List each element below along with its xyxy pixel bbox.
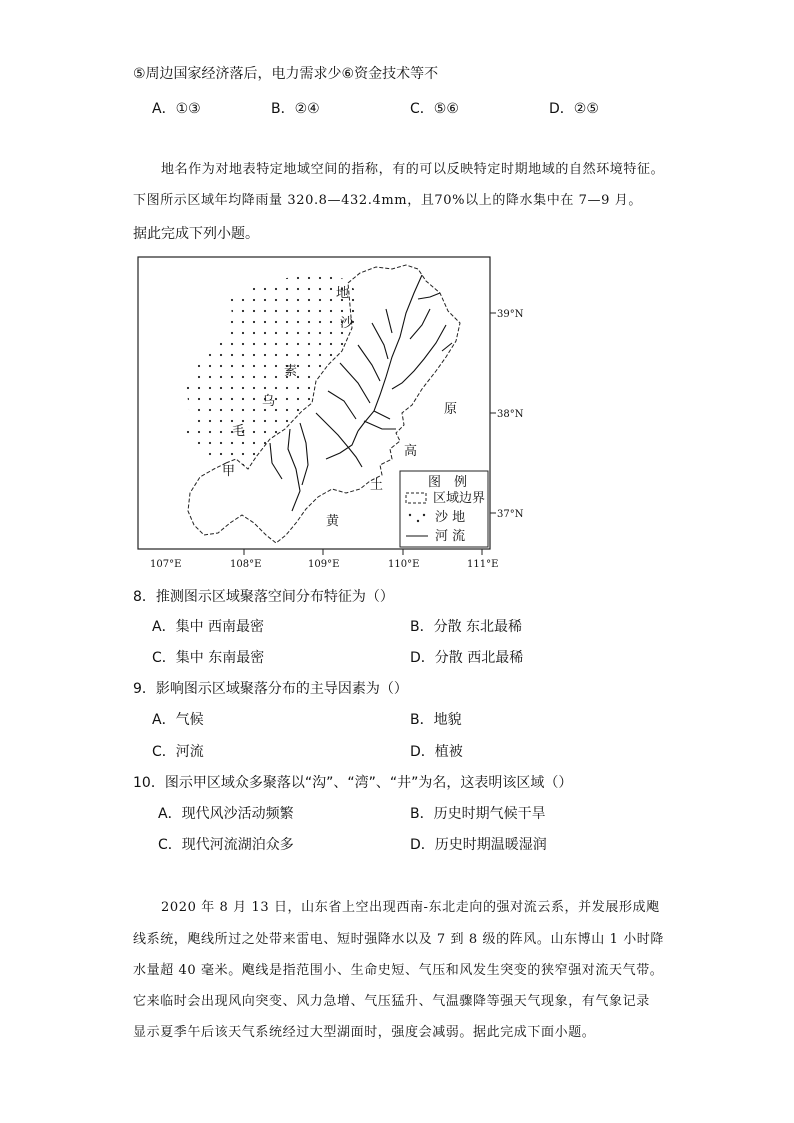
passage1-line2: 下图所示区域年均降雨量 320.8—432.4mm，且70%以上的降水集中在 7—9 月。	[133, 193, 642, 208]
q9-option-a[interactable]: A．气候	[152, 712, 204, 728]
label-huang: 黄	[326, 514, 340, 529]
passage2-line2: 线系统，飑线所过之处带来雷电、短时强降水以及 7 到 8 级的阵风。山东博山 1 小时降	[133, 932, 665, 947]
lon-111: 111°E	[467, 559, 499, 570]
option-letter: C．	[410, 101, 434, 117]
q8-option-b[interactable]: B．分散 东北最稀	[410, 619, 523, 635]
q8-option-d[interactable]: D．分散 西北最稀	[410, 650, 524, 666]
legend-title: 图 例	[428, 475, 468, 490]
q8-option-c[interactable]: C．集中 东南最密	[152, 650, 265, 666]
label-jia: 甲	[222, 464, 236, 479]
lon-107: 107°E	[150, 559, 182, 570]
option-text: ②④	[294, 101, 320, 117]
option-text: ⑤⑥	[433, 101, 459, 117]
label-di: 地	[336, 286, 350, 301]
question-8-stem: 8．推测图示区域聚落空间分布特征为（）	[133, 589, 394, 605]
legend-sand-label: 沙 地	[435, 510, 466, 525]
lat-39: 39°N	[497, 309, 524, 320]
passage2-line4: 它来临时会出现风向突变、风力急增、气压猛升、气温骤降等强天气现象，有气象记录	[133, 994, 650, 1009]
q8-option-a[interactable]: A．集中 西南最密	[152, 619, 265, 635]
label-sha: 沙	[340, 316, 354, 331]
lat-37: 37°N	[497, 509, 524, 520]
question-9-stem: 9．影响图示区域聚落分布的主导因素为（）	[133, 681, 408, 697]
prev-option-c[interactable]	[410, 99, 459, 119]
region-map	[130, 253, 524, 573]
q10-option-b[interactable]: B．历史时期气候干旱	[410, 806, 546, 822]
option-letter: A．	[152, 101, 176, 117]
map-legend	[400, 471, 488, 547]
option-text: ②⑤	[573, 101, 599, 117]
label-su: 素	[284, 364, 298, 379]
lon-109: 109°E	[308, 559, 340, 570]
prev-option-b[interactable]	[271, 99, 320, 119]
option-letter: B．	[271, 101, 295, 117]
lon-108: 108°E	[230, 559, 262, 570]
q10-option-a[interactable]: A．现代风沙活动频繁	[158, 806, 294, 822]
lon-110: 110°E	[388, 559, 420, 570]
passage1-line3: 据此完成下列小题。	[133, 226, 259, 242]
label-wu: 乌	[262, 394, 276, 409]
passage1-line1: 地名作为对地表特定地域空间的指称，有的可以反映特定时期地域的自然环境特征。	[161, 162, 665, 177]
label-yuan: 原	[444, 402, 458, 417]
passage2-line3: 水量超 40 毫米。飑线是指范围小、生命史短、气压和风发生突变的狭窄强对流天气带。	[133, 963, 664, 978]
label-gao: 高	[404, 444, 418, 459]
passage2-line5: 显示夏季午后该天气系统经过大型湖面时，强度会减弱。据此完成下面小题。	[133, 1025, 596, 1040]
latitude-ticks	[490, 309, 524, 520]
option-letter: D．	[549, 101, 574, 117]
question-10-stem: 10．图示甲区域众多聚落以“沟”、“湾”、“井”为名，这表明该区域（）	[133, 775, 573, 791]
prev-option-d[interactable]	[549, 99, 599, 119]
legend-river-label: 河 流	[435, 529, 466, 544]
label-tu: 土	[370, 478, 384, 493]
longitude-ticks	[150, 549, 498, 570]
q9-option-c[interactable]: C．河流	[152, 744, 204, 760]
q10-option-d[interactable]: D．历史时期温暖湿润	[410, 837, 547, 853]
prev-question-line: ⑤周边国家经济落后，电力需求少⑥资金技术等不	[133, 66, 439, 82]
q10-option-c[interactable]: C．现代河流湖泊众多	[158, 837, 294, 853]
passage2-line1: 2020 年 8 月 13 日，山东省上空出现西南-东北走向的强对流云系，并发展形成飑	[161, 900, 660, 915]
label-mao: 毛	[232, 424, 246, 439]
prev-option-a[interactable]	[152, 99, 201, 119]
q9-option-d[interactable]: D．植被	[410, 744, 463, 760]
legend-boundary-label: 区域边界	[433, 491, 486, 506]
option-text: ①③	[175, 101, 201, 117]
lat-38: 38°N	[497, 409, 524, 420]
q9-option-b[interactable]: B．地貌	[410, 712, 462, 728]
